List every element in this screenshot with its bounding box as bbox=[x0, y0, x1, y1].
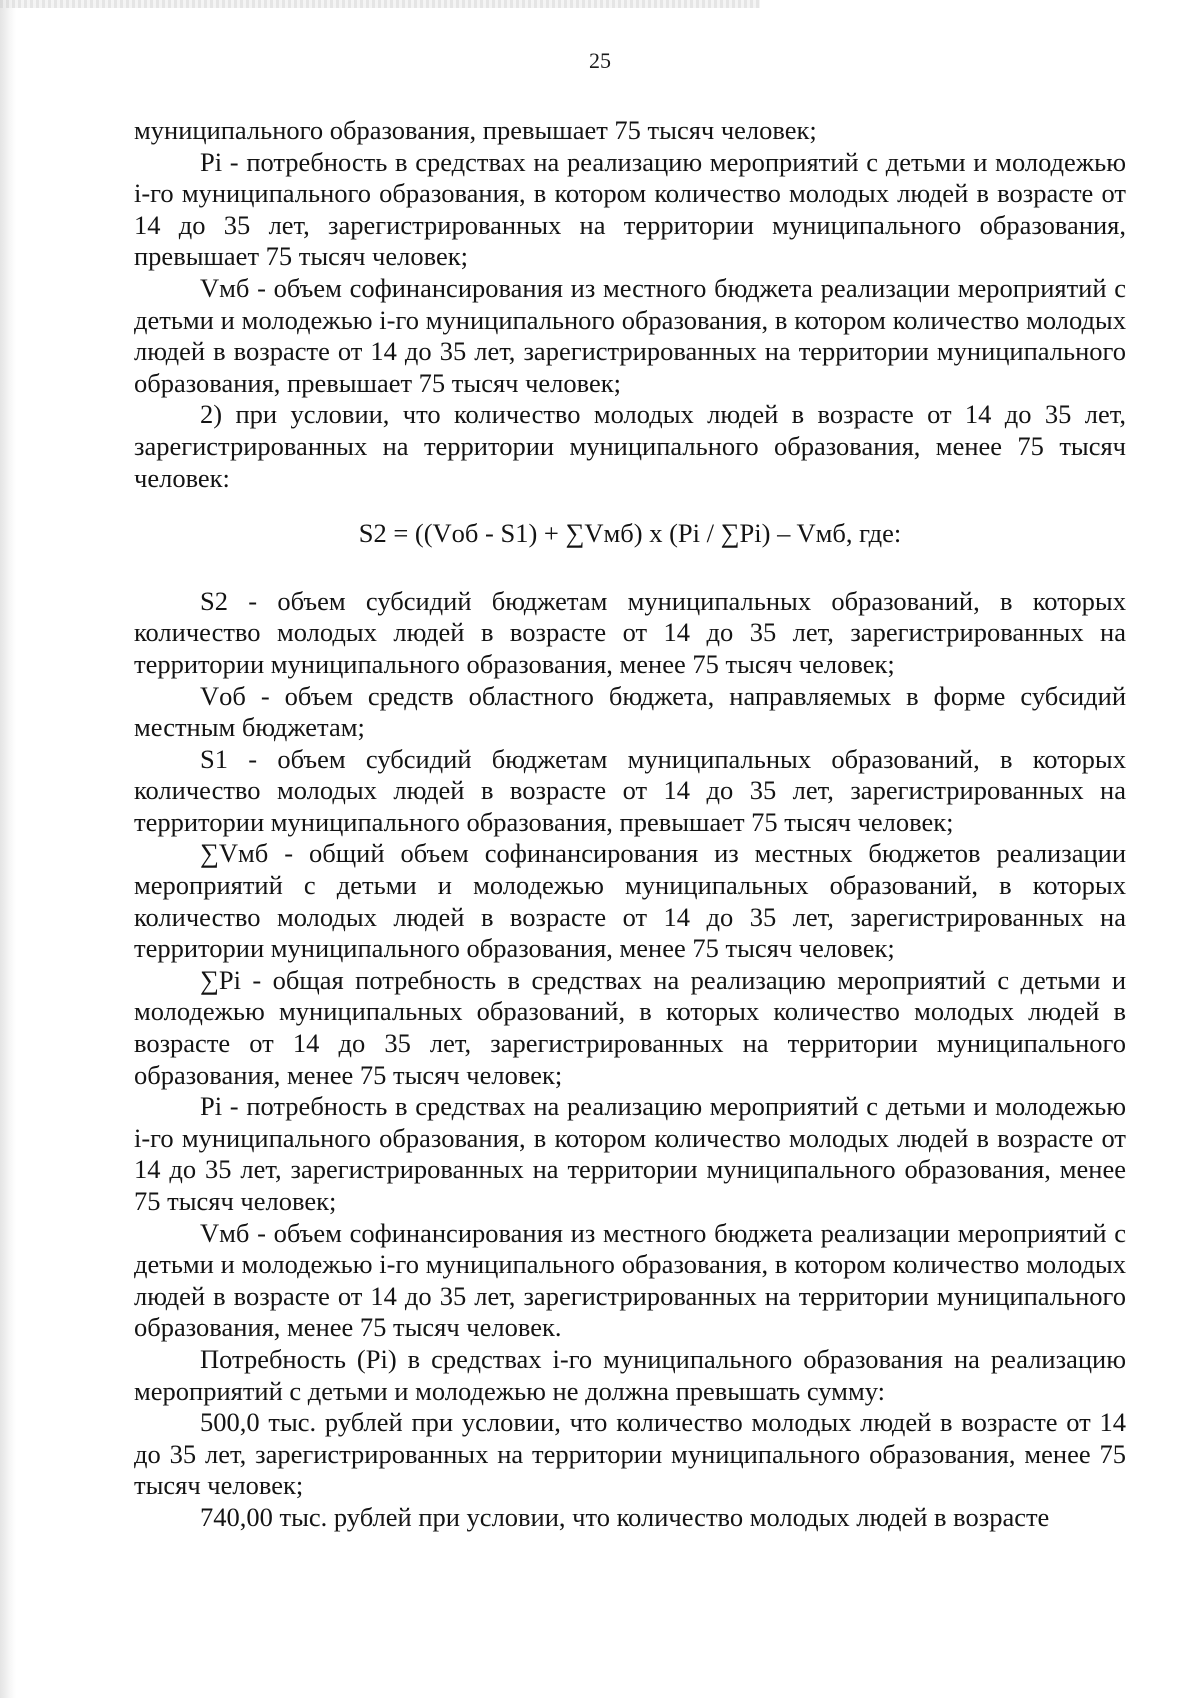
paragraph-pi-limit: Потребность (Pi) в средствах i-го муниципального образования на реализацию мероприятий с детьми и молодежью не должна превышать сумму: bbox=[134, 1343, 1126, 1406]
scan-top-noise bbox=[0, 0, 760, 8]
paragraph-pi-definition-2: Pi - потребность в средствах на реализацию мероприятий с детьми и молодежью i-го муниципального образования, в котором количество молодых людей в возрасте от 14 до 35 лет, зарегистрированных на территории муниципального образования, менее 75 тысяч человек; bbox=[134, 1091, 1126, 1216]
paragraph-vob-definition: Vоб - объем средств областного бюджета, направляемых в форме субсидий местным бюджетам; bbox=[134, 680, 1126, 743]
formula-s2: S2 = ((Vоб - S1) + ∑Vмб) x (Pi / ∑Pi) – Vмб, где: bbox=[358, 518, 902, 549]
page-number: 25 bbox=[589, 48, 611, 73]
paragraph-sum-vmb-definition: ∑Vмб - общий объем софинансирования из местных бюджетов реализации мероприятий с детьми и молодежью муниципальных образований, в которых количество молодых людей в возрасте от 14 до 35 лет, зарегистрированных на территории муниципального образования, менее 75 тысяч человек; bbox=[134, 838, 1126, 964]
paragraph-limit-500: 500,0 тыс. рублей при условии, что количество молодых людей в возрасте от 14 до 35 лет, зарегистрированных на территории муниципального образования, менее 75 тысяч человек; bbox=[134, 1407, 1126, 1501]
paragraph-condition-2: 2) при условии, что количество молодых людей в возрасте от 14 до 35 лет, зарегистрированных на территории муниципального образования, менее 75 тысяч человек: bbox=[134, 399, 1126, 493]
paragraph-limit-740: 740,00 тыс. рублей при условии, что количество молодых людей в возрасте bbox=[200, 1501, 1050, 1532]
paragraph-s2-definition: S2 - объем субсидий бюджетам муниципальных образований, в которых количество молодых людей в возрасте от 14 до 35 лет, зарегистрированных на территории муниципального образования, менее 75 тысяч человек; bbox=[134, 585, 1126, 679]
paragraph-s1-definition: S1 - объем субсидий бюджетам муниципальных образований, в которых количество молодых людей в возрасте от 14 до 35 лет, зарегистрированных на территории муниципального образования, превышает 75 тысяч человек; bbox=[134, 743, 1126, 837]
paragraph-sum-pi-definition: ∑Pi - общая потребность в средствах на реализацию мероприятий с детьми и молодежью муниципальных образований, в которых количество молодых людей в возрасте от 14 до 35 лет, зарегистрированных на территории муниципального образования, менее 75 тысяч человек; bbox=[134, 964, 1126, 1090]
paragraph-continuation: муниципального образования, превышает 75 тысяч человек; bbox=[134, 115, 817, 145]
paragraph-vmb-definition: Vмб - объем софинансирования из местного бюджета реализации мероприятий с детьми и молодежью i-го муниципального образования, в котором количество молодых людей в возрасте от 14 до 35 лет, зарегистрированных на территории муниципального образования, превышает 75 тысяч человек; bbox=[134, 272, 1126, 398]
paragraph-vmb-definition-2: Vмб - объем софинансирования из местного бюджета реализации мероприятий с детьми и молодежью i-го муниципального образования, в котором количество молодых людей в возрасте от 14 до 35 лет, зарегистрированных на территории муниципального образования, менее 75 тысяч человек. bbox=[134, 1217, 1126, 1343]
document-body bbox=[134, 115, 1126, 1534]
paragraph-pi-definition: Pi - потребность в средствах на реализацию мероприятий с детьми и молодежью i-го муниципального образования, в котором количество молодых людей в возрасте от 14 до 35 лет, зарегистрированных на территории муниципального образования, превышает 75 тысяч человек; bbox=[134, 146, 1126, 272]
scan-edge-shadow bbox=[0, 0, 16, 1698]
